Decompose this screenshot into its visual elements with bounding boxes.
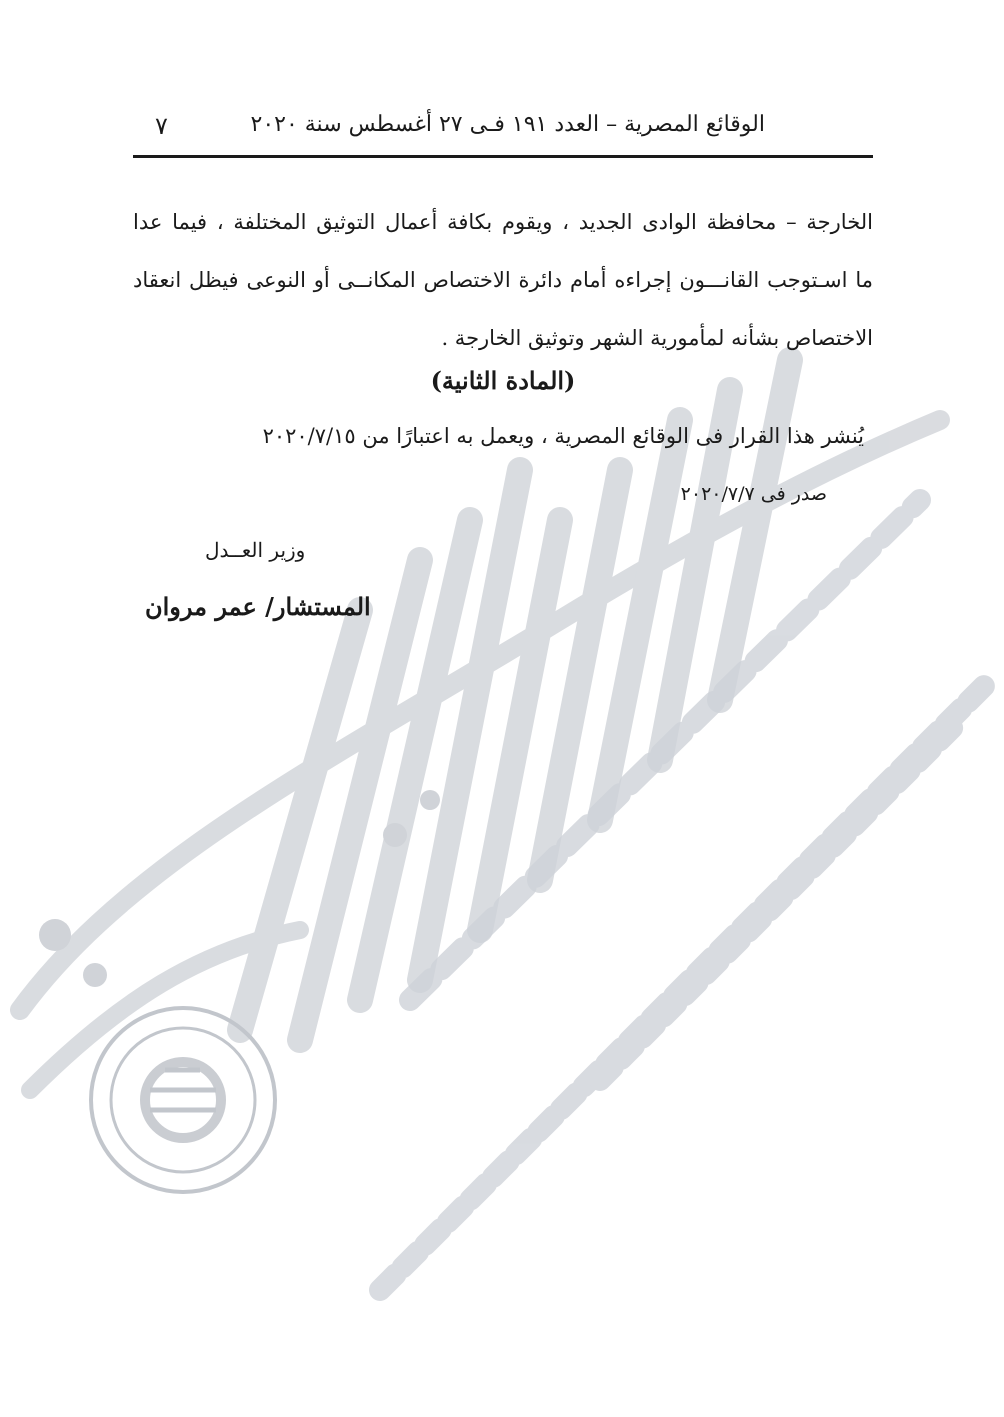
minister-title: وزير العــدل bbox=[205, 538, 306, 562]
gazette-title: الوقائع المصرية – العدد ١٩١ فـى ٢٧ أغسطس سنة ٢٠٢٠ bbox=[250, 112, 765, 137]
paragraph-line: الاختصاص بشأنه لمأمورية الشهر وتوثيق الخارجة . bbox=[441, 326, 873, 350]
publish-clause: يُنشر هذا القرار فى الوقائع المصرية ، ويعمل به اعتبارًا من ٢٠٢٠/٧/١٥ bbox=[262, 424, 864, 448]
seal-icon bbox=[91, 1008, 275, 1192]
page-header bbox=[133, 112, 873, 152]
header-divider bbox=[133, 155, 873, 158]
paragraph-line: الخارجة – محافظة الوادى الجديد ، ويقوم بكافة أعمال التوثيق المختلفة ، فيما عدا bbox=[133, 210, 873, 234]
paragraph-line: ما اسـتوجب القانـــون إجراءه أمام دائرة الاختصاص المكانــى أو النوعى فيظل انعقاد bbox=[133, 268, 873, 292]
page-number: ٧ bbox=[155, 112, 168, 140]
body-paragraph bbox=[133, 193, 873, 367]
article-heading: (المادة الثانية) bbox=[430, 366, 576, 395]
minister-name: المستشار/ عمر مروان bbox=[145, 592, 371, 621]
issued-date: صدر فى ٢٠٢٠/٧/٧ bbox=[680, 483, 827, 505]
